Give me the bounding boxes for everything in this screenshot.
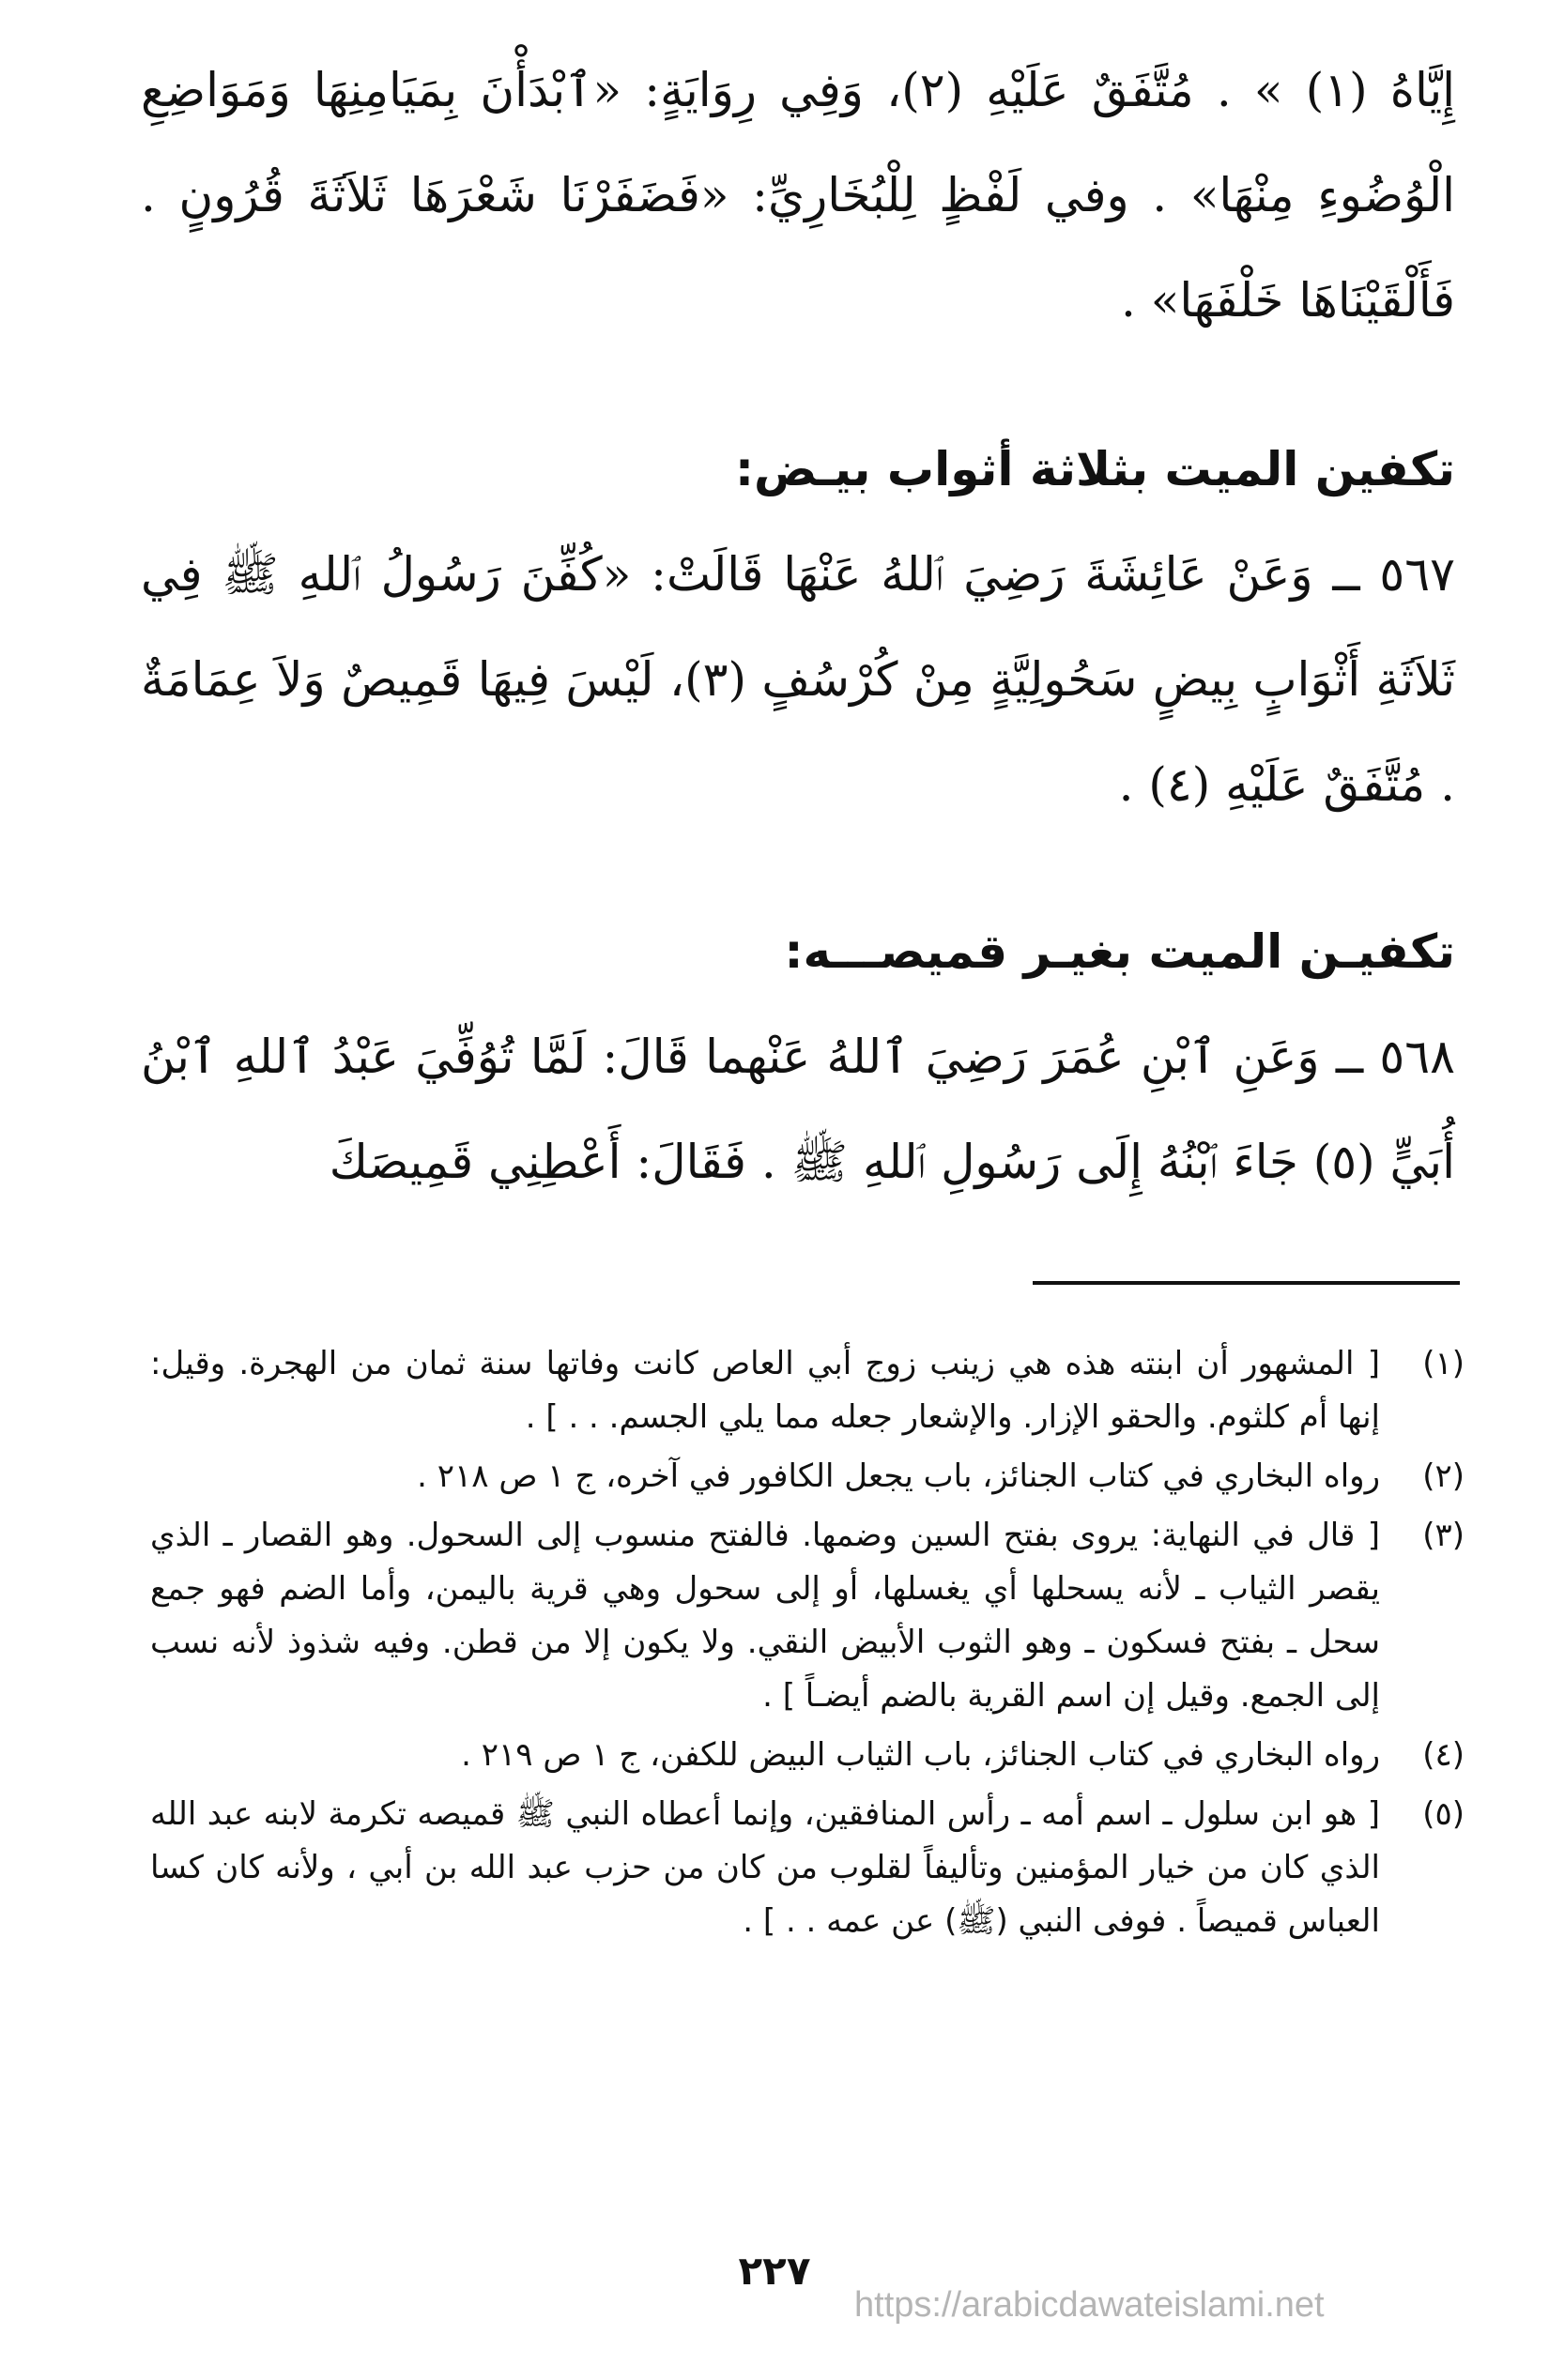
footnote-3 (150, 1509, 1465, 1723)
section-heading-shroud-without-shirt: تكفيـن الميت بغيـر قميصـــه: (784, 924, 1455, 979)
footnote-number: (١) (1422, 1345, 1465, 1382)
footnote-text: [ قال في النهاية: يروى بفتح السين وضمها. فالفتح منسوب إلى السحول. وهو القصار ـ الذي يقصر الثياب ـ لأنه يسحلها أي يغسلها، أو إلى سحول وهي قرية باليمن، وأما الضم فهو جمع سحل ـ بفتح فسكون ـ وهو الثوب الأبيض النقي. ولا يكون إلا من قطن. وفيه شذوذ لأنه نسب إلى الجمع. وقيل إن اسم القرية بالضم أيضـاً ] . (150, 1517, 1380, 1715)
main-text (141, 38, 1455, 1214)
footnote-text: [ هو ابن سلول ـ اسم أمه ـ رأس المنافقين، وإنما أعطاه النبي ﷺ قميصه تكرمة لابنه عبد الله الذي كان من خيار المؤمنين وتأليفاً لقلوب من كان من حزب عبد الله بن أبي ، ولأنه كان كسا العباس قميصاً . فوفى النبي (ﷺ) عن عمه . . ] . (150, 1795, 1380, 1940)
watermark-url: https://arabicdawateislami.net (854, 2285, 1325, 2325)
hadith-568-paragraph: ٥٦٨ ــ وَعَنِ ٱبْنِ عُمَرَ رَضِيَ ٱللهُ عَنْهما قَالَ: لَمَّا تُوُفِّيَ عَبْدُ ٱللهِ ٱبْنُ أُبَيٍّ (٥) جَاءَ ٱبْنُهُ إِلَى رَسُولِ ٱللهِ ﷺ . فَقَالَ: أَعْطِنِي قَمِيصَكَ (141, 1030, 1455, 1189)
footnote-number: (٢) (1422, 1457, 1465, 1495)
footnote-4 (150, 1729, 1465, 1782)
footnote-1 (150, 1337, 1465, 1444)
spacer (141, 837, 1455, 899)
footnote-separator-rule (1033, 1281, 1460, 1285)
section-heading-three-white-garments: تكفين الميت بثلاثة أثواب بيـض: (734, 442, 1455, 496)
footnote-text: رواه البخاري في كتاب الجنائز، باب الثياب البيض للكفن، ج ١ ص ٢١٩ . (461, 1736, 1380, 1774)
footnote-number: (٥) (1422, 1795, 1465, 1833)
footnote-number: (٣) (1422, 1517, 1465, 1554)
footnotes (150, 1337, 1465, 1954)
footnote-number: (٤) (1422, 1736, 1465, 1774)
page-number: ٢٢٧ (738, 2248, 811, 2294)
hadith-567-paragraph: ٥٦٧ ــ وَعَنْ عَائِشَةَ رَضِيَ ٱللهُ عَنْهَا قَالَتْ: «كُفِّنَ رَسُولُ ٱللهِ ﷺ فِي ثَلاَثَةِ أَثْوَابٍ بِيضٍ سَحُولِيَّةٍ مِنْ كُرْسُفٍ (٣)، لَيْسَ فِيهَا قَمِيصٌ وَلاَ عِمَامَةٌ . مُتَّفَقٌ عَلَيْهِ (٤) . (141, 547, 1456, 812)
footnote-text: رواه البخاري في كتاب الجنائز، باب يجعل الكافور في آخره، ج ١ ص ٢١٨ . (417, 1457, 1380, 1495)
footnote-5 (150, 1788, 1465, 1948)
footnote-2 (150, 1450, 1465, 1503)
intro-paragraph: إِيَّاهُ (١) » . مُتَّفَقٌ عَلَيْهِ (٢)، وَفِي رِوَايَةٍ: «ٱبْدَأْنَ بِمَيَامِنِهَا وَمَوَاضِعِ الْوُضُوءِ مِنْهَا» . وفي لَفْظٍ لِلْبُخَارِيِّ: «فَضَفَرْنَا شَعْرَهَا ثَلاَثَةَ قُرُونٍ . فَأَلْقَيْنَاهَا خَلْفَهَا» . (141, 63, 1455, 328)
footnote-text: [ المشهور أن ابنته هذه هي زينب زوج أبي العاص كانت وفاتها سنة ثمان من الهجرة. وقيل: إنها أم كلثوم. والحقو الإزار. والإشعار جعله مما يلي الجسم. . . ] . (150, 1345, 1380, 1436)
spacer (141, 353, 1455, 417)
